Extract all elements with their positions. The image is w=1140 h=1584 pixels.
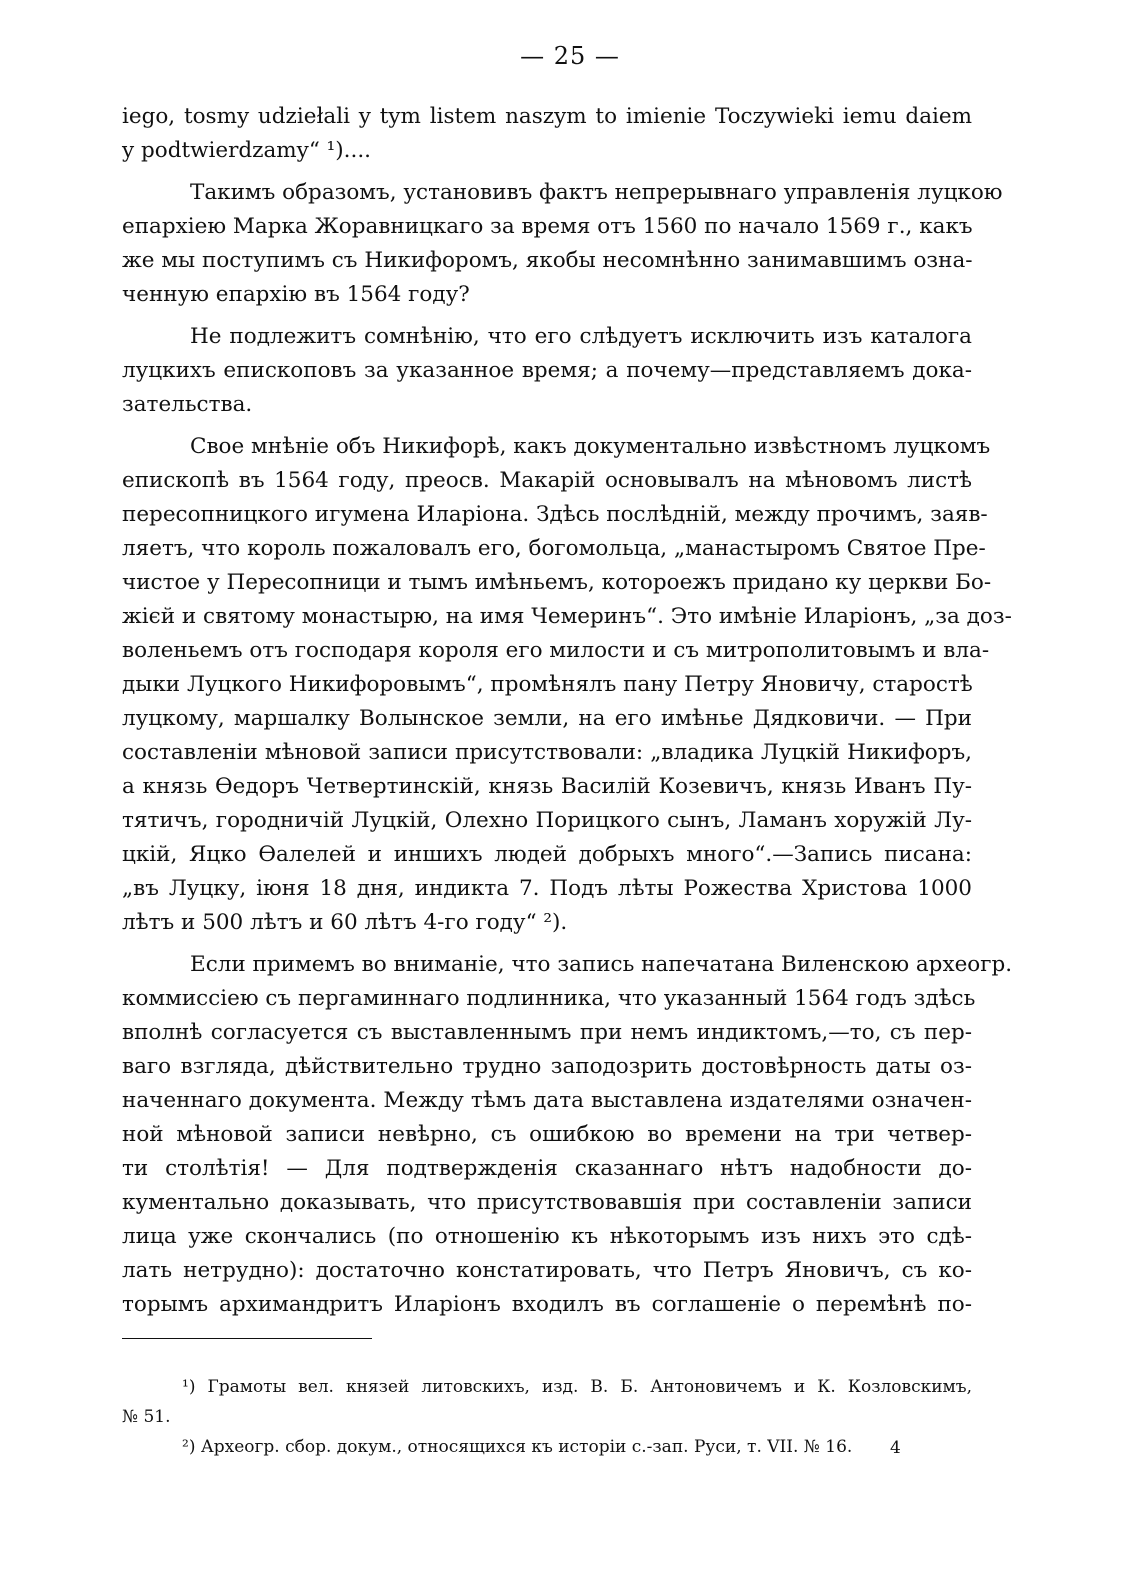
text-line: лать нетрудно): достаточно констатировать, что Петръ Яновичъ, съ ко- [122,1258,972,1283]
text-line: ченную епархію въ 1564 году? [122,282,470,307]
text-line: зательства. [122,392,253,417]
signature-mark: 4 [890,1438,901,1458]
body-text [122,100,1013,1322]
text-line: наченнаго документа. Между тѣмъ дата выставлена издателями означен- [122,1088,972,1113]
text-line: лица уже скончались (по отношенію къ нѣкоторымъ изъ нихъ это сдѣ- [122,1224,972,1249]
paragraph-gap [122,422,972,430]
text-line: Не подлежитъ сомнѣнію, что его слѣдуетъ исключить изъ каталога [190,324,972,349]
text-line: пересопницкого игумена Иларіона. Здѣсь послѣдній, между прочимъ, заяв- [122,502,988,527]
footnote-divider [122,1338,372,1339]
paragraph-gap [122,312,972,320]
text-line: y podtwierdzamy“ ¹).... [122,138,371,163]
text-line: ляетъ, что король пожаловалъ его, богомольца, „манастыромъ Святое Пре- [122,536,986,561]
text-line: цкій, Яцко Өалелей и иншихъ людей добрыхъ много“.—Запись писана: [122,842,972,867]
footnotes [122,1372,972,1462]
footnote-line: № 51. [122,1407,171,1427]
text-line: „въ Луцку, іюня 18 дня, индикта 7. Подъ лѣты Рожества Христова 1000 [122,876,972,901]
text-line: а князь Өедоръ Четвертинскій, князь Василій Козевичъ, князь Иванъ Пу- [122,774,972,799]
text-line: Если примемъ во вниманіе, что запись напечатана Виленскою археогр. [190,952,1013,977]
text-line: ваго взгляда, дѣйствительно трудно заподозрить достовѣрность даты оз- [122,1054,972,1079]
text-line: кументально доказывать, что присутствовавшія при составленіи записи [122,1190,972,1215]
text-line: вполнѣ согласуется съ выставленнымъ при немъ индиктомъ,—то, съ пер- [122,1020,972,1045]
text-line: чистое у Пересопници и тымъ имѣньемъ, котороежъ придано ку церкви Бо- [122,570,992,595]
text-line: торымъ архимандритъ Иларіонъ входилъ въ соглашеніе о перемѣнѣ по- [122,1292,972,1317]
paragraph-gap [122,168,972,176]
text-line: составленіи мѣновой записи присутствовали: „владика Луцкій Никифоръ, [122,740,972,765]
text-line: луцкому, маршалку Волынское земли, на его имѣнье Дядковичи. — При [122,706,972,731]
text-line: тятичъ, городничій Луцкій, Олехно Порицкого сынъ, Ламанъ хоружій Лу- [122,808,972,833]
paragraph-gap [122,940,972,948]
text-line: воленьемъ отъ господаря короля его милости и съ митрополитовымъ и вла- [122,638,990,663]
text-line: ной мѣновой записи невѣрно, съ ошибкою во времени на три четвер- [122,1122,972,1147]
text-line: коммиссіею съ пергаминнаго подлинника, что указанный 1564 годъ здѣсь [122,986,976,1011]
text-line: iego, tosmy udziełali y tym listem naszym to imienie Toczywieki iemu daiem [122,104,972,129]
text-line: Такимъ образомъ, установивъ фактъ непрерывнаго управленія луцкою [190,180,1003,205]
text-line: же мы поступимъ съ Никифоромъ, якобы несомнѣнно занимавшимъ озна- [122,248,973,273]
text-line: епархіею Марка Жоравницкаго за время отъ 1560 по начало 1569 г., какъ [122,214,973,239]
text-line: лѣтъ и 500 лѣтъ и 60 лѣтъ 4-го году“ ²). [122,910,568,935]
text-line: жієй и святому монастырю, на имя Чемеринъ“. Это имѣніе Иларіонъ, „за доз- [122,604,1012,629]
text-line: ти столѣтія! — Для подтвержденія сказаннаго нѣтъ надобности до- [122,1156,972,1181]
page-number: — 25 — [520,42,620,70]
text-line: епископѣ въ 1564 году, преосв. Макарій основывалъ на мѣновомъ листѣ [122,468,972,493]
footnote-line: ¹) Грамоты вел. князей литовскихъ, изд. В. Б. Антоновичемъ и К. Козловскимъ, [182,1377,972,1397]
text-line: луцкихъ епископовъ за указанное время; а почему—представляемъ дока- [122,358,972,383]
footnote-line: ²) Археогр. сбор. докум., относящихся къ исторіи с.-зап. Руси, т. VII. № 16. [182,1437,853,1457]
text-line: дыки Луцкого Никифоровымъ“, промѣнялъ пану Петру Яновичу, старостѣ [122,672,973,697]
text-line: Свое мнѣніе объ Никифорѣ, какъ документально извѣстномъ луцкомъ [190,434,991,459]
